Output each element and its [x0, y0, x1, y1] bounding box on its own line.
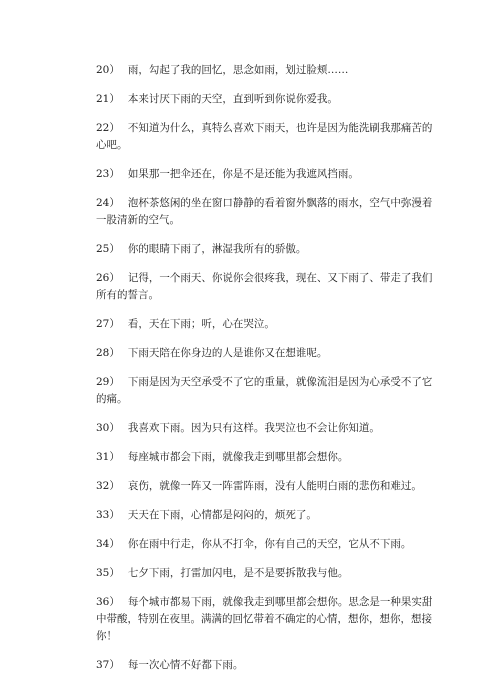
- item-number: 25）: [96, 243, 120, 255]
- item-text: 下雨天陪在你身边的人是谁你又在想谁呢。: [127, 347, 328, 359]
- list-item: [96, 449, 434, 466]
- item-number: 37）: [96, 659, 120, 671]
- list-item: [96, 270, 434, 304]
- item-text: 下雨是因为天空承受不了它的重量，就像流泪是因为心承受不了它的痛。: [96, 376, 433, 405]
- item-number: 34）: [96, 538, 120, 550]
- item-text: 记得，一个雨天、你说你会很疼我，现在、又下雨了、带走了我们所有的誓言。: [96, 272, 433, 301]
- item-text: 哀伤，就像一阵又一阵雷阵雨，没有人能明白雨的悲伤和难过。: [127, 480, 422, 492]
- item-text: 你的眼睛下雨了，淋湿我所有的骄傲。: [127, 243, 307, 255]
- item-number: 24）: [96, 197, 120, 209]
- item-text: 如果那一把伞还在，你是不是还能为我遮风挡雨。: [127, 168, 359, 180]
- list-item: [96, 478, 434, 495]
- list-item: [96, 657, 434, 674]
- list-item: [96, 374, 434, 408]
- item-number: 31）: [96, 451, 120, 463]
- item-text: 我喜欢下雨。因为只有这样。我哭泣也不会让你知道。: [127, 422, 380, 434]
- item-number: 30）: [96, 422, 120, 434]
- item-text: 天天在下雨，心情都是闷闷的，烦死了。: [127, 509, 317, 521]
- item-text: 七夕下雨，打雷加闪电，是不是要拆散我与他。: [127, 567, 349, 579]
- item-text: 每个城市都易下雨，就像我走到哪里都会想你。思念是一种果实甜中带酸，特别在夜里。满满的回忆带着不确定的心情，想你，想你，想接你！: [96, 596, 433, 642]
- item-text: 看，天在下雨；听，心在哭泣。: [127, 318, 275, 330]
- item-number: 26）: [96, 272, 120, 284]
- item-number: 29）: [96, 376, 120, 388]
- item-text: 雨，勾起了我的回忆，思念如雨，划过脸颊……: [127, 64, 349, 76]
- document-body: [96, 62, 434, 686]
- list-item: [96, 536, 434, 553]
- item-number: 36）: [96, 596, 120, 608]
- item-text: 每座城市都会下雨，就像我走到哪里都会想你。: [127, 451, 349, 463]
- list-item: [96, 241, 434, 258]
- list-item: [96, 594, 434, 645]
- list-item: [96, 420, 434, 437]
- item-number: 27）: [96, 318, 120, 330]
- list-item: [96, 345, 434, 362]
- list-item: [96, 565, 434, 582]
- list-item: [96, 120, 434, 154]
- list-item: [96, 316, 434, 333]
- list-item: [96, 91, 434, 108]
- list-item: [96, 166, 434, 183]
- list-item: [96, 507, 434, 524]
- item-text: 本来讨厌下雨的天空，直到听到你说你爱我。: [127, 93, 338, 105]
- item-text: 你在雨中行走，你从不打伞，你有自己的天空，它从不下雨。: [127, 538, 412, 550]
- item-number: 33）: [96, 509, 120, 521]
- item-text: 不知道为什么，真特么喜欢下雨天，也许是因为能洗刷我那痛苦的心吧。: [96, 122, 433, 151]
- item-number: 28）: [96, 347, 120, 359]
- list-item: [96, 62, 434, 79]
- item-number: 35）: [96, 567, 120, 579]
- list-item: [96, 195, 434, 229]
- item-number: 21）: [96, 93, 120, 105]
- item-text: 每一次心情不好都下雨。: [127, 659, 244, 671]
- item-text: 泡杯茶悠闲的坐在窗口静静的看着窗外飘落的雨水，空气中弥漫着一股清新的空气。: [96, 197, 433, 226]
- item-number: 23）: [96, 168, 120, 180]
- item-number: 20）: [96, 64, 120, 76]
- item-number: 22）: [96, 122, 120, 134]
- item-number: 32）: [96, 480, 120, 492]
